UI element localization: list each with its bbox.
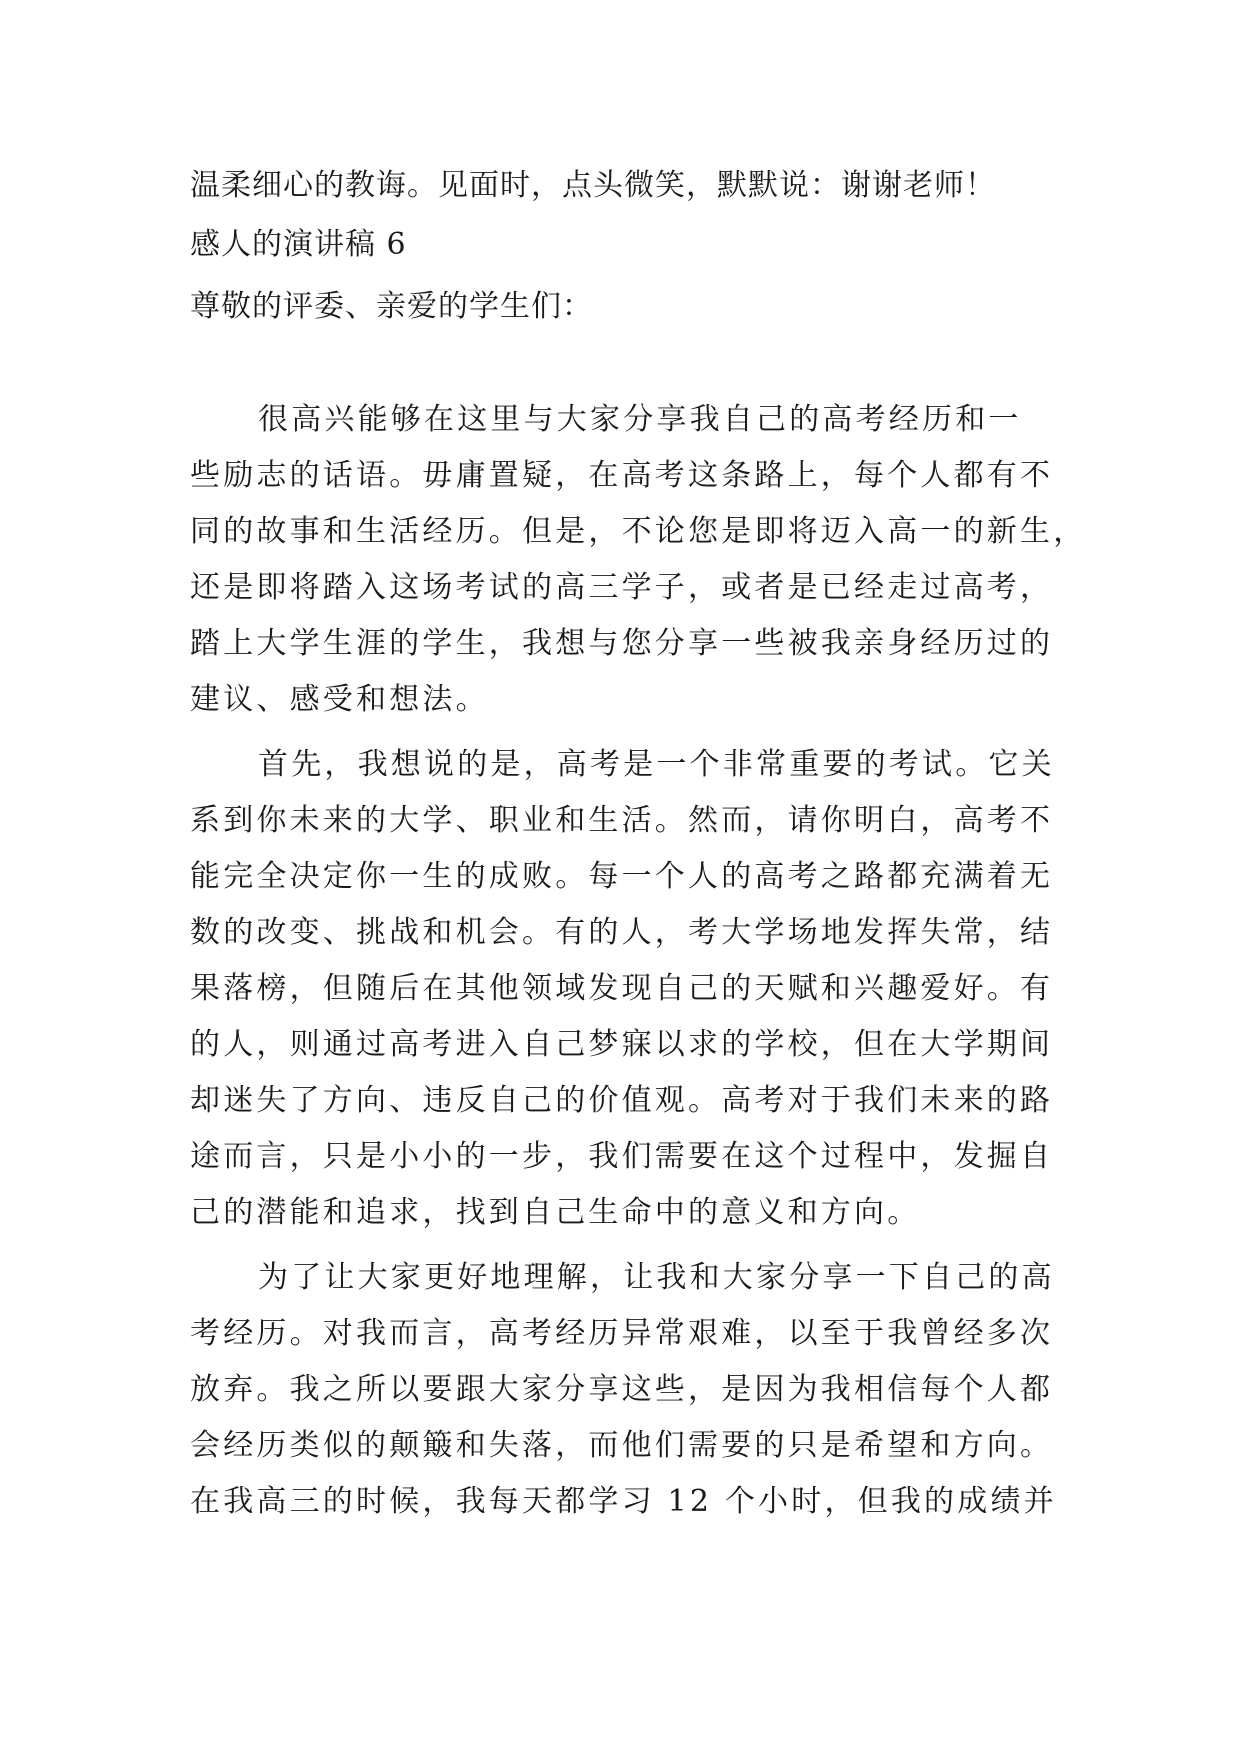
paragraph-1-line: 很高兴能够在这里与大家分享我自己的高考经历和一 bbox=[258, 402, 1022, 437]
salutation: 尊敬的评委、亲爱的学生们： bbox=[190, 289, 593, 324]
closing-line: 温柔细心的教诲。见面时，点头微笑，默默说：谢谢老师！ bbox=[190, 168, 996, 203]
paragraph-1-line: 同的故事和生活经历。但是，不论您是即将迈入高一的新生， bbox=[190, 514, 1087, 549]
paragraph-3-line: 为了让大家更好地理解，让我和大家分享一下自己的高 bbox=[258, 1260, 1055, 1295]
paragraph-1-line: 还是即将踏入这场考试的高三学子，或者是已经走过高考， bbox=[190, 570, 1054, 605]
paragraph-2-line: 能完全决定你一生的成败。每一个人的高考之路都充满着无 bbox=[190, 859, 1054, 894]
paragraph-3-line: 考经历。对我而言，高考经历异常艰难，以至于我曾经多次 bbox=[190, 1316, 1054, 1351]
paragraph-2-line: 系到你未来的大学、职业和生活。然而，请你明白，高考不 bbox=[190, 803, 1054, 838]
heading: 感人的演讲稿 6 bbox=[190, 227, 407, 262]
paragraph-1-line: 踏上大学生涯的学生，我想与您分享一些被我亲身经历过的 bbox=[190, 626, 1054, 661]
paragraph-3-line: 会经历类似的颠簸和失落，而他们需要的只是希望和方向。 bbox=[190, 1428, 1054, 1463]
paragraph-2-line: 果落榜，但随后在其他领域发现自己的天赋和兴趣爱好。有 bbox=[190, 971, 1054, 1006]
paragraph-2-line: 首先，我想说的是，高考是一个非常重要的考试。它关 bbox=[258, 747, 1055, 782]
paragraph-2-line: 的人，则通过高考进入自己梦寐以求的学校，但在大学期间 bbox=[190, 1027, 1054, 1062]
paragraph-2-line: 途而言，只是小小的一步，我们需要在这个过程中，发掘自 bbox=[190, 1139, 1054, 1174]
paragraph-1-line: 建议、感受和想法。 bbox=[190, 682, 489, 717]
paragraph-3-line: 在我高三的时候，我每天都学习 12 个小时，但我的成绩并 bbox=[190, 1484, 1057, 1519]
paragraph-2-line: 己的潜能和追求，找到自己生命中的意义和方向。 bbox=[190, 1195, 921, 1230]
paragraph-2-line: 却迷失了方向、违反自己的价值观。高考对于我们未来的路 bbox=[190, 1083, 1054, 1118]
paragraph-1-line: 些励志的话语。毋庸置疑，在高考这条路上，每个人都有不 bbox=[190, 458, 1054, 493]
paragraph-2-line: 数的改变、挑战和机会。有的人，考大学场地发挥失常，结 bbox=[190, 915, 1054, 950]
paragraph-3-line: 放弃。我之所以要跟大家分享这些，是因为我相信每个人都 bbox=[190, 1372, 1054, 1407]
